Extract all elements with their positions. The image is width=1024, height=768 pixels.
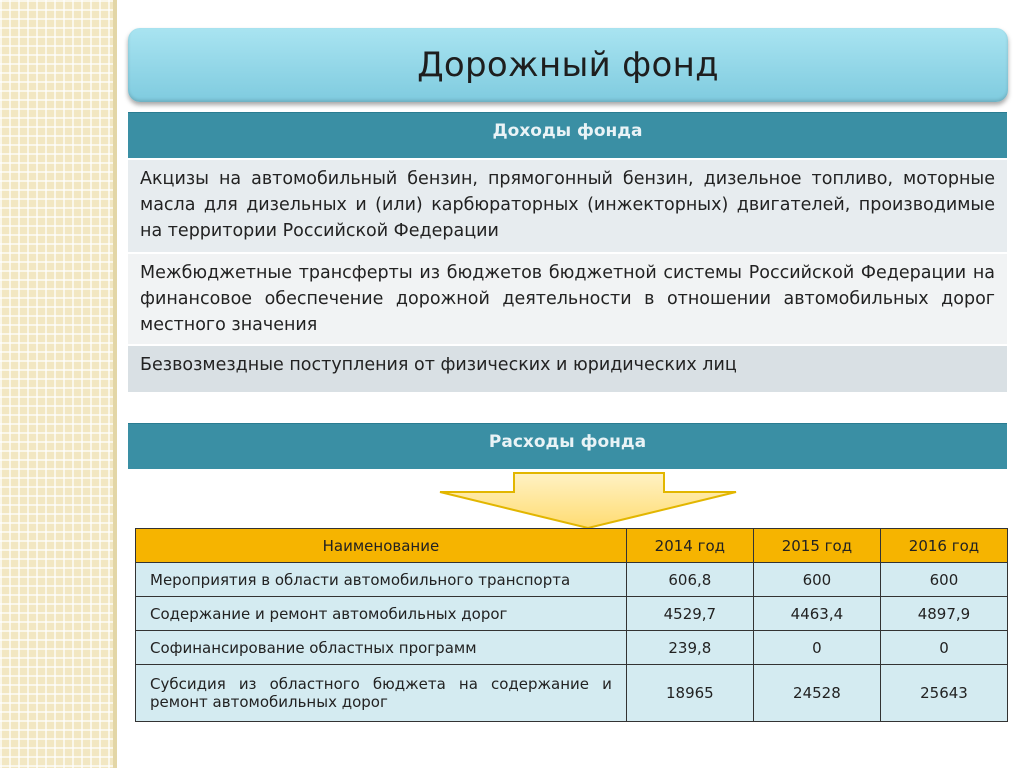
row-value-2014: 239,8 — [626, 631, 753, 665]
column-header-name: Наименование — [136, 529, 627, 563]
column-header-2014: 2014 год — [626, 529, 753, 563]
decorative-side-strip-edge — [113, 0, 117, 768]
row-value-2014: 4529,7 — [626, 597, 753, 631]
expenses-header-label: Расходы фонда — [488, 432, 647, 452]
row-value-2015: 24528 — [753, 665, 880, 722]
row-value-2016: 4897,9 — [880, 597, 1007, 631]
expenses-table — [135, 528, 1008, 722]
row-name: Субсидия из областного бюджета на содержание и ремонт автомобильных дорог — [136, 665, 627, 722]
page-title: Дорожный фонд — [417, 45, 719, 85]
decorative-side-strip — [0, 0, 113, 768]
table-row — [136, 665, 1008, 722]
income-header — [128, 112, 1007, 158]
column-header-2016: 2016 год — [880, 529, 1007, 563]
table-row — [136, 631, 1008, 665]
expenses-header — [128, 423, 1007, 469]
row-name: Мероприятия в области автомобильного транспорта — [136, 563, 627, 597]
title-banner — [128, 28, 1008, 102]
income-item: Межбюджетные трансферты из бюджетов бюджетной системы Российской Федерации на финансовое обеспечение дорожной деятельности в отношении автомобильных дорог местного значения — [128, 254, 1007, 346]
income-list — [128, 160, 1007, 394]
down-arrow-icon — [436, 472, 740, 530]
row-name: Софинансирование областных программ — [136, 631, 627, 665]
income-item: Безвозмездные поступления от физических и юридических лиц — [128, 346, 1007, 394]
row-value-2015: 4463,4 — [753, 597, 880, 631]
row-value-2016: 25643 — [880, 665, 1007, 722]
row-value-2014: 18965 — [626, 665, 753, 722]
table-row — [136, 563, 1008, 597]
column-header-2015: 2015 год — [753, 529, 880, 563]
row-value-2015: 600 — [753, 563, 880, 597]
table-header-row — [136, 529, 1008, 563]
row-name: Содержание и ремонт автомобильных дорог — [136, 597, 627, 631]
row-value-2016: 600 — [880, 563, 1007, 597]
table-row — [136, 597, 1008, 631]
row-value-2014: 606,8 — [626, 563, 753, 597]
row-value-2016: 0 — [880, 631, 1007, 665]
row-value-2015: 0 — [753, 631, 880, 665]
income-item: Акцизы на автомобильный бензин, прямогонный бензин, дизельное топливо, моторные масла для дизельных и (или) карбюраторных (инжекторных) двигателей, производимые на территории Российской Федерации — [128, 160, 1007, 254]
income-header-label: Доходы фонда — [492, 121, 643, 141]
